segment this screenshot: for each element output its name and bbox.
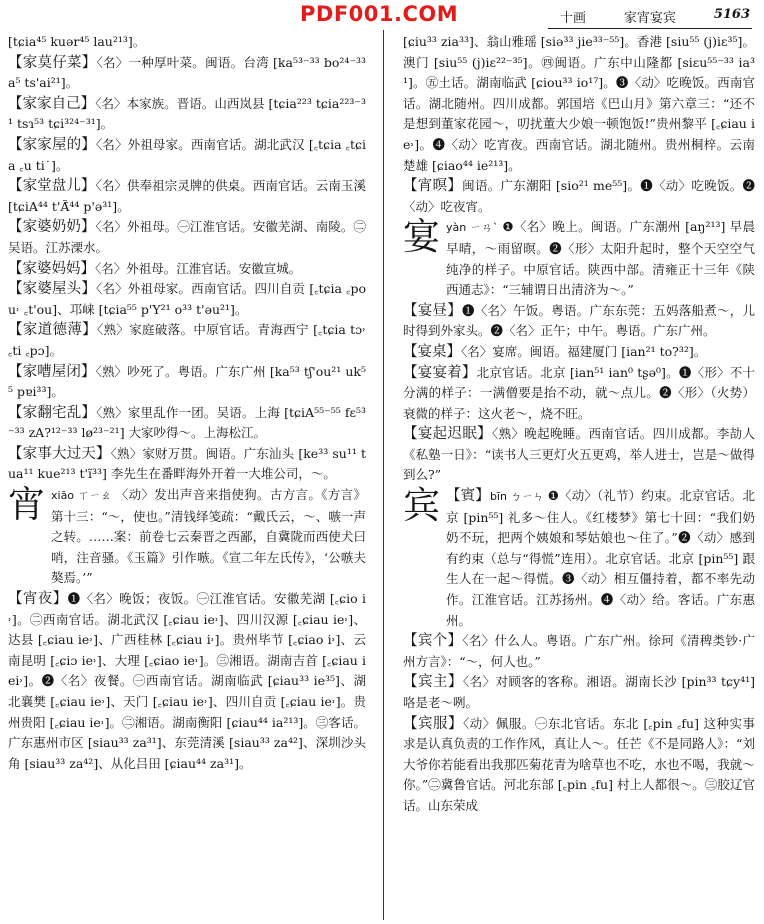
dictionary-entry [403, 424, 755, 486]
headword-definition: 〈动〉发出声音来指使狗。古方言。《方言》第十三：“～，使也。”清钱绎笺疏：“戴氏云，～、嗾一声之转。……案：前卷七云秦晋之西鄙，自冀陇而西使犬曰哨，注音骚。《玉篇》引作嗾。《宣二年左氏传》，‘公嗾夫獒焉。’” [51, 487, 366, 586]
entry-term: 【宾主】 [403, 674, 463, 691]
entry-term: 【宾服】 [403, 715, 464, 732]
dictionary-entry [8, 217, 366, 258]
entry-text: ❶〈名〉午饭。粤语。广东东莞：五妈落船煮～，儿时得到外家头。❷〈名〉正午；中午。粤语。广东广州。 [403, 302, 755, 339]
headword-entry [8, 485, 366, 589]
entry-term: 【宴宴着】 [403, 364, 477, 381]
dictionary-entry [8, 135, 366, 176]
entry-text: 闽语。广东潮阳 [sio²¹ me⁵⁵]。❶〈动〉吃晚饭。❷〈动〉吃夜宵。 [403, 178, 756, 214]
entry-term: 【家家自己】 [8, 95, 96, 112]
entry-term: 【家道德薄】 [8, 322, 97, 339]
entry-text: 〈名〉外祖母家。西南官话。湖北武汉 [꜀tɕia ꜀tɕia ꜀u ti˙]。 [8, 136, 366, 173]
watermark: PDF001.COM [300, 2, 459, 26]
entry-text: 〈名〉什么人。粤语。广东广州。徐珂《清稗类钞·广州方言》：“～，何人也。” [403, 633, 756, 669]
entry-text: 〈名〉一种厚叶菜。闽语。台湾 [ka⁵³⁻³³ bo²⁴⁻³³ a⁵ ts'ai²¹]。 [8, 54, 367, 91]
entry-text: 〈动〉佩服。㊀东北官话。东北 [꜀pin ꜀fu] 这种实事求是认真负责的工作作风，真让人～。任芒《不是同路人》：“刘大爷你若能看出我那匹菊花青为啥草也不吃，水也不喝，我就～你。”㊁冀鲁官话。河北东部 [꜀pin ꜀fu] 村上人都很～。㊂胶辽官话。山东荣成 [403, 715, 755, 813]
entry-term: 【家翻宅乱】 [8, 404, 97, 421]
dictionary-entry [8, 362, 366, 403]
dictionary-entry [8, 279, 366, 320]
dictionary-entry [8, 403, 366, 444]
entry-text: 〈熟〉家财万贯。闽语。广东汕头 [ke³³ su¹¹ tua¹¹ kue²¹³ t'ĩ³³] 李先生在番畔海外开着一大堆公司，～。 [8, 445, 366, 482]
entry-term: 【宴桌】 [403, 343, 461, 360]
entry-text: 〈熟〉家庭破落。中原官话。青海西宁 [꜀tɕia tɔ˒ ꜀ti ꜀pɔ]。 [8, 322, 366, 358]
entry-text: 〈熟〉家里乱作一团。吴语。上海 [tɕiA⁵⁵⁻⁵⁵ fɛ⁵³⁻³³ zA?¹²⁻³³ lø²³⁻²¹] 大家吵得～。上海松江。 [8, 404, 367, 441]
entry-term: 【宾个】 [403, 633, 463, 650]
running-head [560, 7, 750, 26]
entry-text: 〈名〉供奉祖宗灵牌的供桌。西南官话。云南玉溪 [tɕiA⁴⁴ t'Ã̃⁴⁴ p'ə³¹]。 [8, 178, 366, 214]
dictionary-entry [403, 631, 755, 672]
entry-term: 【宴昼】 [403, 302, 462, 319]
dictionary-entry [403, 176, 755, 217]
entry-term: 【宵暝】 [403, 178, 463, 195]
headword-body [446, 486, 755, 631]
left-column [8, 32, 366, 774]
entry-continuation [403, 32, 755, 176]
dictionary-entry [8, 444, 366, 485]
headword-range: 家宵宴宾 [623, 11, 676, 26]
column-divider [383, 30, 384, 920]
entry-text: 〈熟〉吵死了。粤语。广东广州 [ka⁵³ tʃ'ou²¹ uk⁵⁵ pɐi³³]。 [8, 363, 367, 400]
header-rule [548, 28, 752, 29]
entry-text: 〈名〉外祖母。江淮官话。安徽宣城。 [95, 260, 302, 276]
dictionary-entry [403, 714, 755, 817]
headword-char: 宵 [8, 483, 45, 527]
headword-char: 宾 [403, 484, 440, 528]
entry-text: [ɕiu³³ zia³³]、翁山雅瑶 [siə³³ jie³³⁻⁵⁵]。香港 [siu⁵⁵ (j)iɛ³⁵]。澳门 [siu⁵⁵ (j)iɛ²²⁻³⁵]。㊃闽语。广东中山隆都 [siɛu⁵⁵⁻³³ ia³¹]。㊄土话。湖南临武 [ɕiou³³ io¹⁷]。❸〈动〉吃晚饭。西南官话。湖北随州。四川成都。郭国培《巴山月》第六章三：“还不是想到董家花园～，叨扰董大少娘一顿饱饭!”贵州黎平 [꜀ɕiau ie˒]。❹〈动〉吃宵夜。西南官话。湖北随州。贵州桐梓。云南楚雄 [ɕiao⁴⁴ ie²¹³]。 [403, 34, 755, 173]
entry-term: 【家堂盘儿】 [8, 178, 96, 195]
dictionary-entry [8, 94, 366, 135]
dictionary-entry [8, 176, 366, 217]
entry-text: 〈名〉宴席。闽语。福建厦门 [ian²¹ to?³²]。 [461, 343, 707, 359]
entry-text: 〈名〉外祖母家。西南官话。四川自贡 [꜀tɕia ꜀po u˒ ꜀t'ou]、邛崃 [tɕia⁵⁵ p'Y²¹ o³³ t'əu²¹]。 [8, 281, 366, 317]
section-label: 十画 [560, 11, 587, 26]
headword-body [446, 217, 755, 300]
headword-pinyin: yàn ㄧㄢˋ [446, 221, 503, 235]
entry-term: 【家家屋的】 [8, 136, 96, 153]
dictionary-entry [403, 363, 755, 425]
entry-continuation [8, 32, 366, 53]
entry-text: 北京官话。北京 [ian⁵¹ ian⁰ tʂə⁰]。❶〈形〉不十分满的样子：一满僧要是抬不动，就～点儿。❷〈形〉（火势）衰微的样子：这火老～，烧不旺。 [403, 364, 755, 421]
entry-text: [tɕia⁴⁵ kuər⁴⁵ lau²¹³]。 [8, 34, 146, 49]
headword-char: 宴 [403, 215, 440, 259]
headword-body [51, 485, 366, 589]
dictionary-entry [8, 589, 366, 774]
entry-term: 【家婆奶奶】 [8, 219, 96, 236]
entry-term: 【家莫仔菜】 [8, 54, 97, 71]
headword-entry [403, 217, 755, 300]
headword-entry [403, 486, 755, 631]
dictionary-entry [8, 320, 366, 361]
entry-term: 【家婆屋头】 [8, 281, 97, 298]
entry-text: 〈名〉外祖母。㊀江淮官话。安徽芜湖、南陵。㊁吴语。江苏溧水。 [8, 219, 366, 255]
headword-definition: ❶〈动〉（礼节）约束。北京官话。北京 [pin⁵⁵] 礼多～住人。《红楼梦》第七十回：“我们奶奶不玩，把两个姨娘和琴姑娘也～住了。”❷〈动〉感到有约束（总与“得慌”连用）。北京官话。北京 [pin⁵⁵] 跟生人在一起～得慌。❸〈动〉相互僵持着，都不率先动作。江淮官话。江苏扬州。❹〈动〉给。客话。广东惠州。 [446, 488, 756, 628]
entry-text: 〈名〉对顾客的客称。湘语。湖南长沙 [pin³³ tɕy⁴¹] 咯是老～咧。 [403, 674, 755, 710]
headword-variant: 【賓】 [446, 488, 490, 505]
headword-definition: ❶〈名〉晚上。闽语。广东潮州 [aŋ²¹³] 早晨早晴，～雨留暝。❷〈形〉太阳升起时，整个天空空气纯净的样子。中原官话。陕西中部。清雍正十三年《陕西通志》：“三辅谓日出清济为～。” [446, 219, 755, 298]
dictionary-entry [8, 53, 366, 94]
dictionary-entry [403, 301, 755, 342]
entry-term: 【家嘈屋闭】 [8, 363, 96, 380]
entry-term: 【宵夜】 [8, 591, 68, 608]
dictionary-entry [403, 342, 755, 363]
entry-text: 〈名〉本家族。晋语。山西岚县 [tɕia²²³ tɕia²²³⁻³¹ tsɿ⁵³ tɕi³²⁴⁻³¹]。 [8, 95, 366, 132]
dictionary-entry [403, 672, 755, 713]
entry-term: 【宴起迟眠】 [403, 426, 493, 443]
entry-term: 【家婆妈妈】 [8, 260, 95, 277]
entry-text: ❶〈名〉晚饭；夜饭。㊀江淮官话。安徽芜湖 [꜀ɕio i˒]。㊁西南官话。湖北武汉 [꜀ɕiau ie˒]、四川汉源 [꜀ɕiau ie˒]、达县 [꜀ɕiau ie˒]、广西桂林 [꜀ɕiau i˒]。贵州毕节 [꜀ɕiao i˒]、云南昆明 [꜀ɕiɔ ie˒]、大理 [꜀ɕiao ie˒]。㊂湘语。湖南吉首 [꜀ɕiau iei˒]。❷〈名〉夜餐。㊀西南官话。湖南临武 [ɕiau³³ ie³⁵]、湖北襄樊 [꜀ɕiau ie˒]、天门 [꜀ɕiau ie˒]、四川自贡 [꜀ɕiau ie˒]。贵州贵阳 [꜀ɕiau ie˒]。㊁湘语。湖南衡阳 [ɕiau⁴⁴ ia²¹³]。㊂客话。广东惠州市区 [siau³³ za³¹]、东莞清溪 [siau³³ za⁴²]、深圳沙头角 [siau³³ za⁴²]、从化吕田 [ɕiau⁴⁴ za³¹]。 [8, 591, 367, 771]
right-column [403, 32, 755, 817]
headword-pinyin: xiāo ㄒㄧㄠ [51, 489, 116, 503]
dictionary-entry [8, 259, 366, 280]
entry-term: 【家事大过天】 [8, 445, 111, 462]
entry-text: 〈熟〉晚起晚睡。西南官话。四川成都。李劼人《私塾一日》：“读书人三更灯火五更鸡，举人进士，岂是～做得到么?” [403, 426, 755, 483]
page-number: 5163 [713, 7, 750, 22]
headword-pinyin: bīn ㄅㄧㄣ [489, 490, 548, 504]
